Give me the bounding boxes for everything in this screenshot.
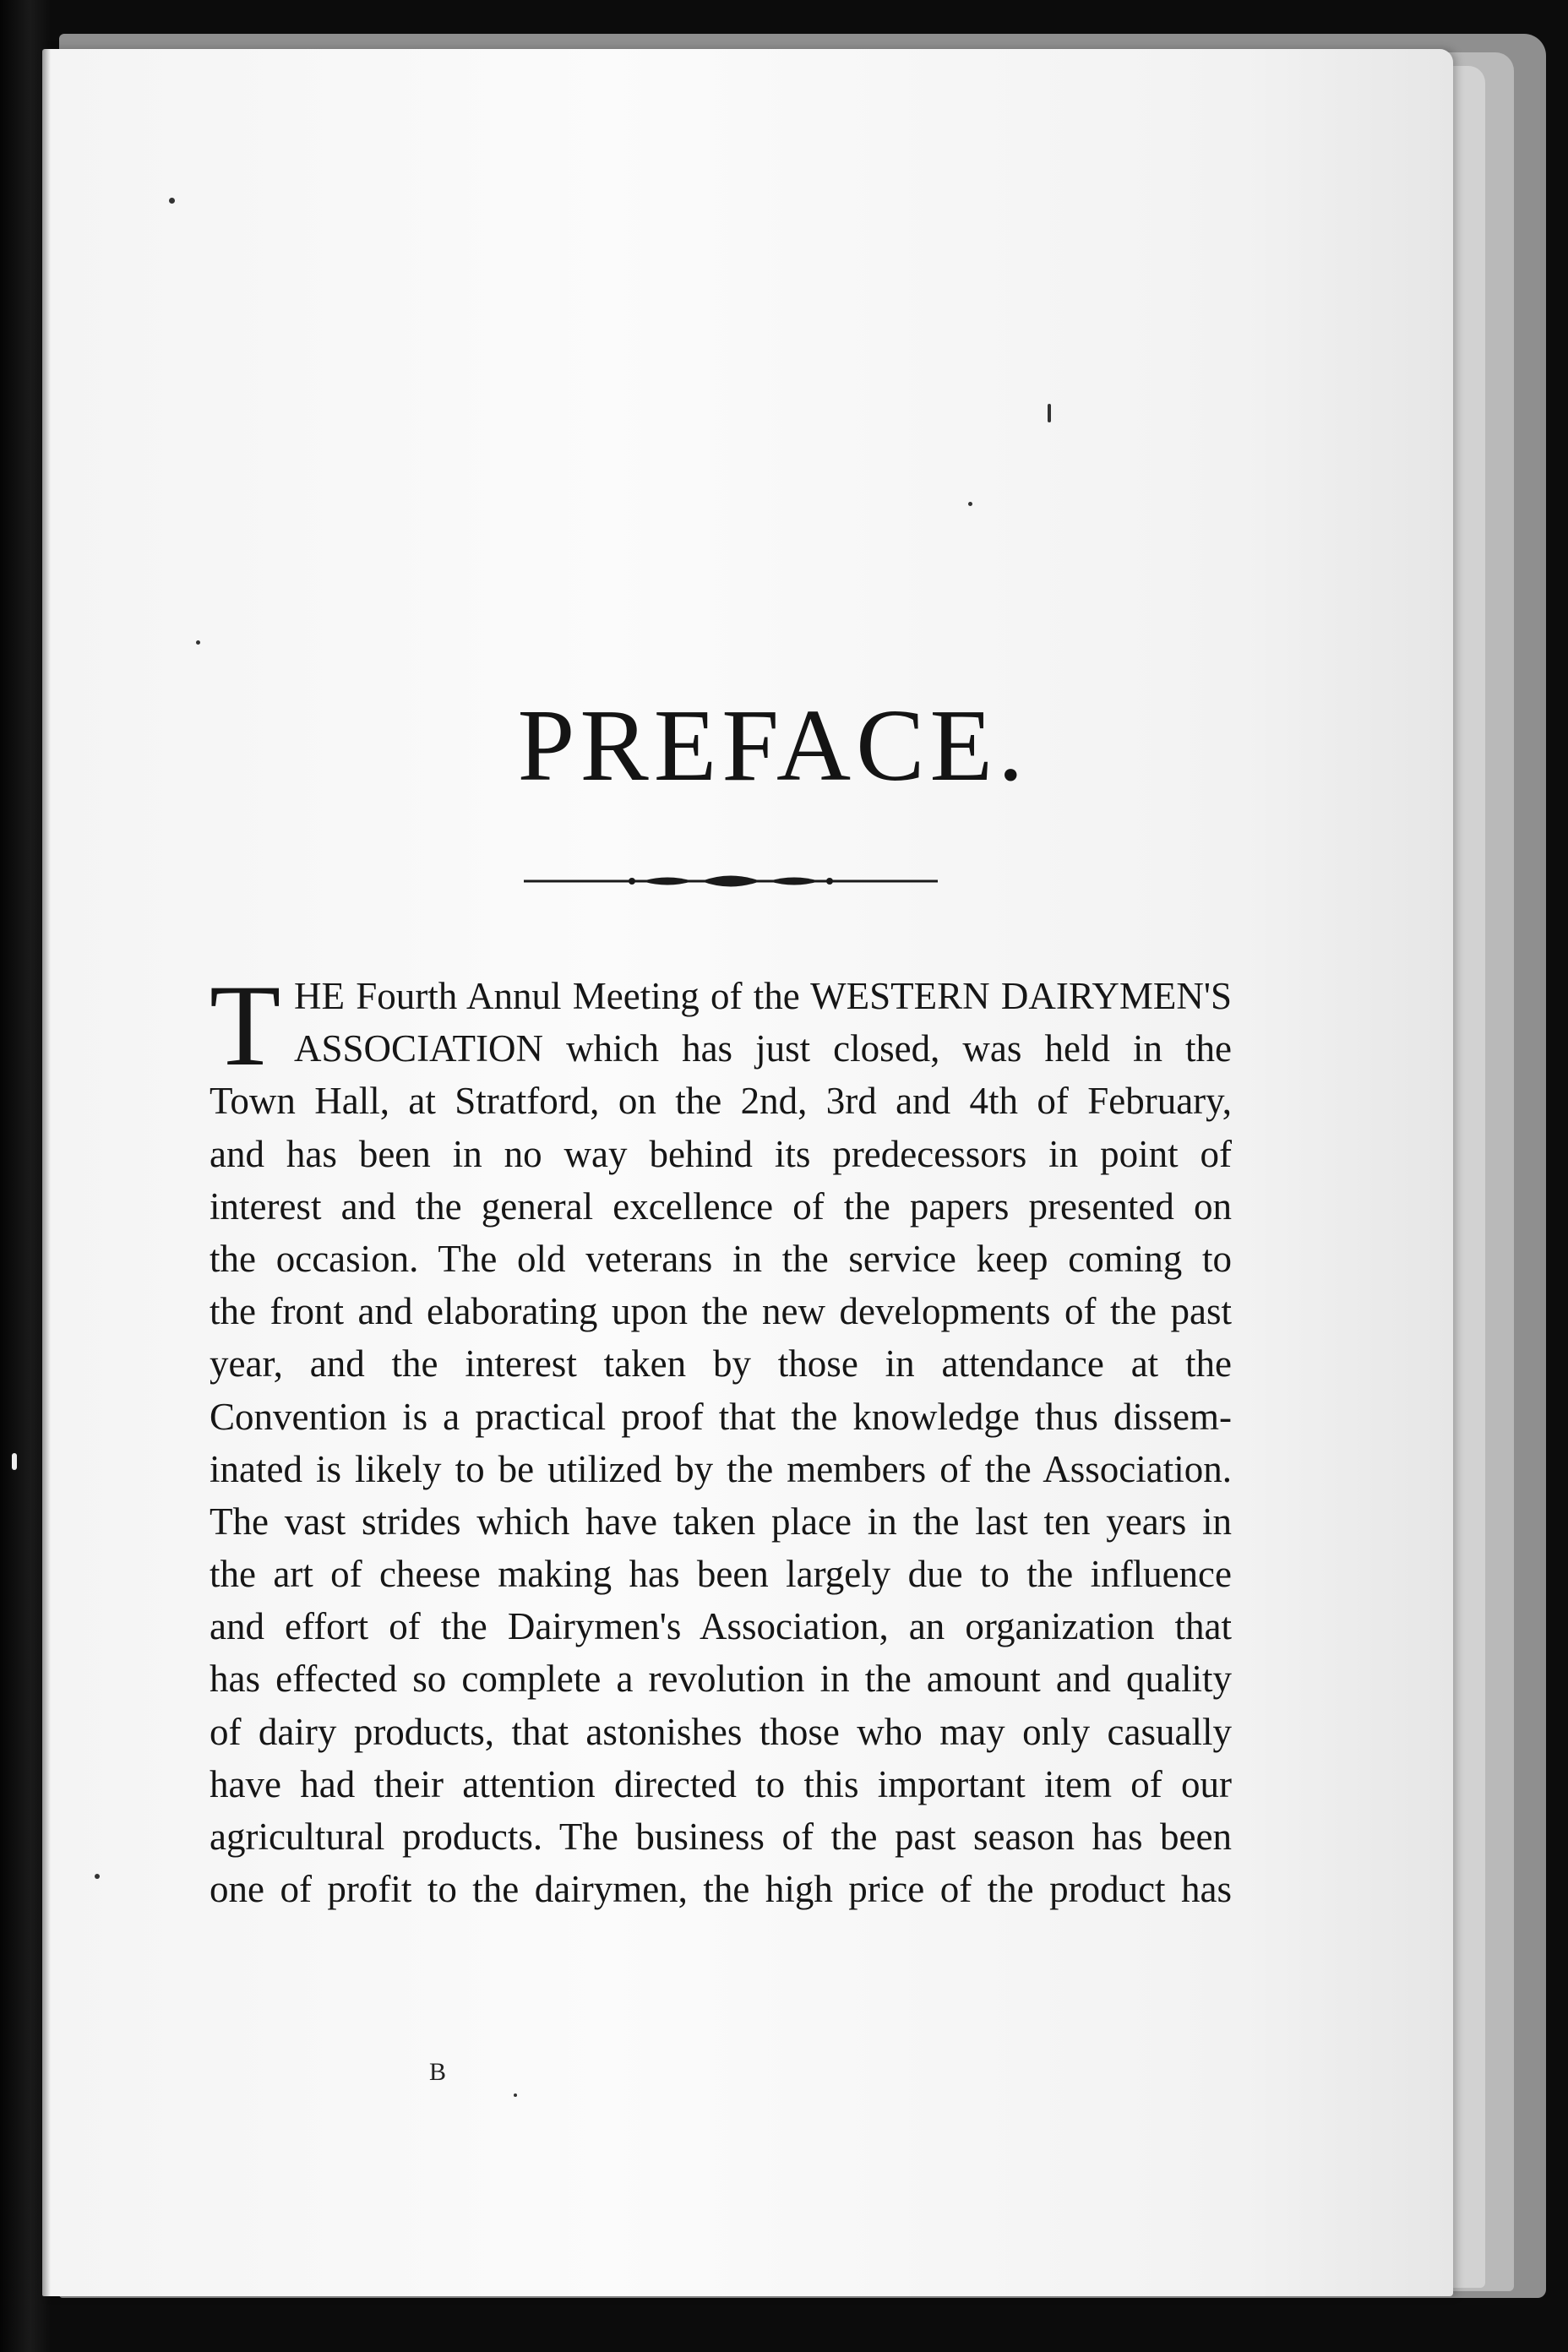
page-heading: PREFACE. [517,689,1029,803]
preface-body [210,961,1232,1915]
text-line: and has been in no way behind its predecessors in point of [210,1132,1232,1175]
binding-shadow [0,0,51,2352]
ink-speck [968,502,972,506]
text-line: the art of cheese making has been largely due to the influence [210,1553,1232,1596]
text-line: agricultural products. The business of the past season has been [210,1816,1232,1858]
text-line: of dairy products, that astonishes those who may only casually [210,1710,1232,1753]
ink-speck [12,1453,17,1470]
ink-speck [196,640,200,645]
text-line: the front and elaborating upon the new developments of the past [210,1290,1232,1333]
divider-ornament [524,868,938,894]
book-page [42,49,1453,2296]
text-line: year, and the interest taken by those in attendance at the [210,1342,1232,1386]
ink-speck [514,2093,517,2097]
text-line: have had their attention directed to this important item of our [210,1762,1232,1805]
text-line: has effected so complete a revolution in the amount and quality [210,1658,1232,1701]
text-line: Town Hall, at Stratford, on the 2nd, 3rd and 4th of February, [210,1080,1232,1123]
drop-cap: T [210,961,281,1090]
ink-speck [169,198,175,204]
text-line: Convention is a practical proof that the knowledge thus dissem- [210,1395,1232,1438]
text-line: interest and the general excellence of the papers presented on [210,1184,1232,1228]
text-line: one of profit to the dairymen, the high price of the product has [210,1868,1232,1911]
text-line: and effort of the Dairymen's Association, an organization that [210,1605,1232,1648]
text-line: inated is likely to be utilized by the members of the Association. [210,1447,1232,1490]
text-line: The vast strides which have taken place in the last ten years in [210,1500,1232,1543]
signature-mark: B [429,2058,447,2086]
text-line: ASSOCIATION which has just closed, was held in the [294,1027,1232,1070]
ink-speck [95,1874,100,1879]
ink-speck [1048,404,1051,422]
text-line: the occasion. The old veterans in the service keep coming to [210,1237,1232,1280]
text-line-content: HE Fourth Annul Meeting of the WESTERN DAIRYMEN'S [294,975,1232,1017]
